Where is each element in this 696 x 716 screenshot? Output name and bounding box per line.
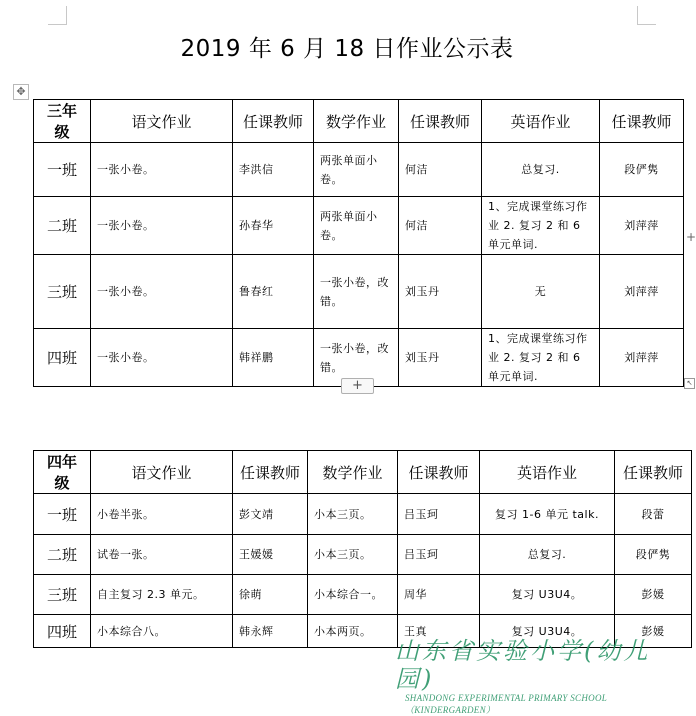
chinese-homework: 一张小卷。 [91, 329, 233, 387]
watermark-english: SHANDONG EXPERIMENTAL PRIMARY SCHOOL（KINDERGARDEN） [405, 693, 608, 715]
english-teacher: 段蕾 [615, 494, 692, 535]
english-homework: 1、完成课堂练习作业 2. 复习 2 和 6 单元单词. [482, 329, 600, 387]
chinese-teacher: 徐萌 [233, 575, 308, 615]
header-chinese: 语文作业 [91, 451, 233, 494]
chinese-teacher: 李洪信 [233, 143, 314, 197]
grade4-table [33, 450, 692, 648]
page-corner-mark-right [637, 6, 656, 25]
table-row [34, 494, 692, 535]
chinese-homework: 小本综合八。 [91, 615, 233, 648]
table-row [34, 197, 684, 255]
chinese-teacher: 王媛媛 [233, 535, 308, 575]
header-english: 英语作业 [482, 100, 600, 143]
table-resize-icon[interactable]: ↖ [684, 378, 695, 389]
math-homework: 小本三页。 [308, 535, 398, 575]
chinese-homework: 小卷半张。 [91, 494, 233, 535]
header-teacher: 任课教师 [398, 451, 480, 494]
chinese-homework: 自主复习 2.3 单元。 [91, 575, 233, 615]
table-row [34, 143, 684, 197]
class-label: 三班 [34, 575, 91, 615]
table-header-row [34, 100, 684, 143]
english-teacher: 段俨隽 [600, 143, 684, 197]
english-homework: 复习 U3U4。 [480, 575, 615, 615]
header-teacher: 任课教师 [399, 100, 482, 143]
school-watermark-logo [395, 637, 685, 716]
chinese-teacher: 韩祥鹏 [233, 329, 314, 387]
grade-label: 三年级 [34, 100, 91, 143]
header-chinese: 语文作业 [91, 100, 233, 143]
math-teacher: 刘玉丹 [399, 329, 482, 387]
insert-column-icon[interactable]: + [686, 230, 696, 244]
table-row [34, 255, 684, 329]
math-teacher: 何洁 [399, 143, 482, 197]
english-teacher: 段俨隽 [615, 535, 692, 575]
math-homework: 两张单面小卷。 [314, 143, 399, 197]
table-row [34, 535, 692, 575]
add-row-button[interactable]: + [341, 378, 374, 394]
math-teacher: 吕玉珂 [398, 535, 480, 575]
class-label: 一班 [34, 494, 91, 535]
header-math: 数学作业 [314, 100, 399, 143]
math-teacher: 吕玉珂 [398, 494, 480, 535]
header-math: 数学作业 [308, 451, 398, 494]
class-label: 四班 [34, 615, 91, 648]
header-teacher: 任课教师 [233, 100, 314, 143]
chinese-homework: 一张小卷。 [91, 255, 233, 329]
math-homework: 小本两页。 [308, 615, 398, 648]
english-homework: 复习 U3U4。 [480, 615, 615, 648]
class-label: 二班 [34, 535, 91, 575]
chinese-homework: 一张小卷。 [91, 197, 233, 255]
grade-label: 四年级 [34, 451, 91, 494]
table-row [34, 575, 692, 615]
chinese-teacher: 孙春华 [233, 197, 314, 255]
watermark-chinese: 山东省实验小学(幼儿园) [395, 637, 651, 693]
class-label: 三班 [34, 255, 91, 329]
chinese-teacher: 韩永辉 [233, 615, 308, 648]
header-teacher: 任课教师 [233, 451, 308, 494]
english-teacher: 刘萍萍 [600, 329, 684, 387]
math-teacher: 王真 [398, 615, 480, 648]
chinese-teacher: 鲁春红 [233, 255, 314, 329]
math-homework: 小本综合一。 [308, 575, 398, 615]
math-homework: 一张小卷，改错。 [314, 255, 399, 329]
page-title: 2019 年 6 月 18 日作业公示表 [180, 36, 514, 62]
math-homework: 一张小卷，改错。 [314, 329, 399, 387]
math-homework: 小本三页。 [308, 494, 398, 535]
header-teacher: 任课教师 [600, 100, 684, 143]
math-homework: 两张单面小卷。 [314, 197, 399, 255]
chinese-teacher: 彭文靖 [233, 494, 308, 535]
chinese-homework: 试卷一张。 [91, 535, 233, 575]
math-teacher: 何洁 [399, 197, 482, 255]
chinese-homework: 一张小卷。 [91, 143, 233, 197]
page-corner-mark-left [48, 6, 67, 25]
header-teacher: 任课教师 [615, 451, 692, 494]
english-teacher: 刘萍萍 [600, 197, 684, 255]
english-homework: 1、完成课堂练习作业 2. 复习 2 和 6 单元单词. [482, 197, 600, 255]
class-label: 四班 [34, 329, 91, 387]
english-homework: 总复习. [480, 535, 615, 575]
table-header-row [34, 451, 692, 494]
grade3-table [33, 99, 684, 387]
english-teacher: 彭媛 [615, 615, 692, 648]
table-move-handle-icon[interactable]: ✥ [13, 84, 29, 100]
english-teacher: 彭媛 [615, 575, 692, 615]
english-homework: 无 [482, 255, 600, 329]
class-label: 二班 [34, 197, 91, 255]
english-homework: 复习 1-6 单元 talk. [480, 494, 615, 535]
english-homework: 总复习. [482, 143, 600, 197]
math-teacher: 刘玉丹 [399, 255, 482, 329]
class-label: 一班 [34, 143, 91, 197]
header-english: 英语作业 [480, 451, 615, 494]
math-teacher: 周华 [398, 575, 480, 615]
english-teacher: 刘萍萍 [600, 255, 684, 329]
